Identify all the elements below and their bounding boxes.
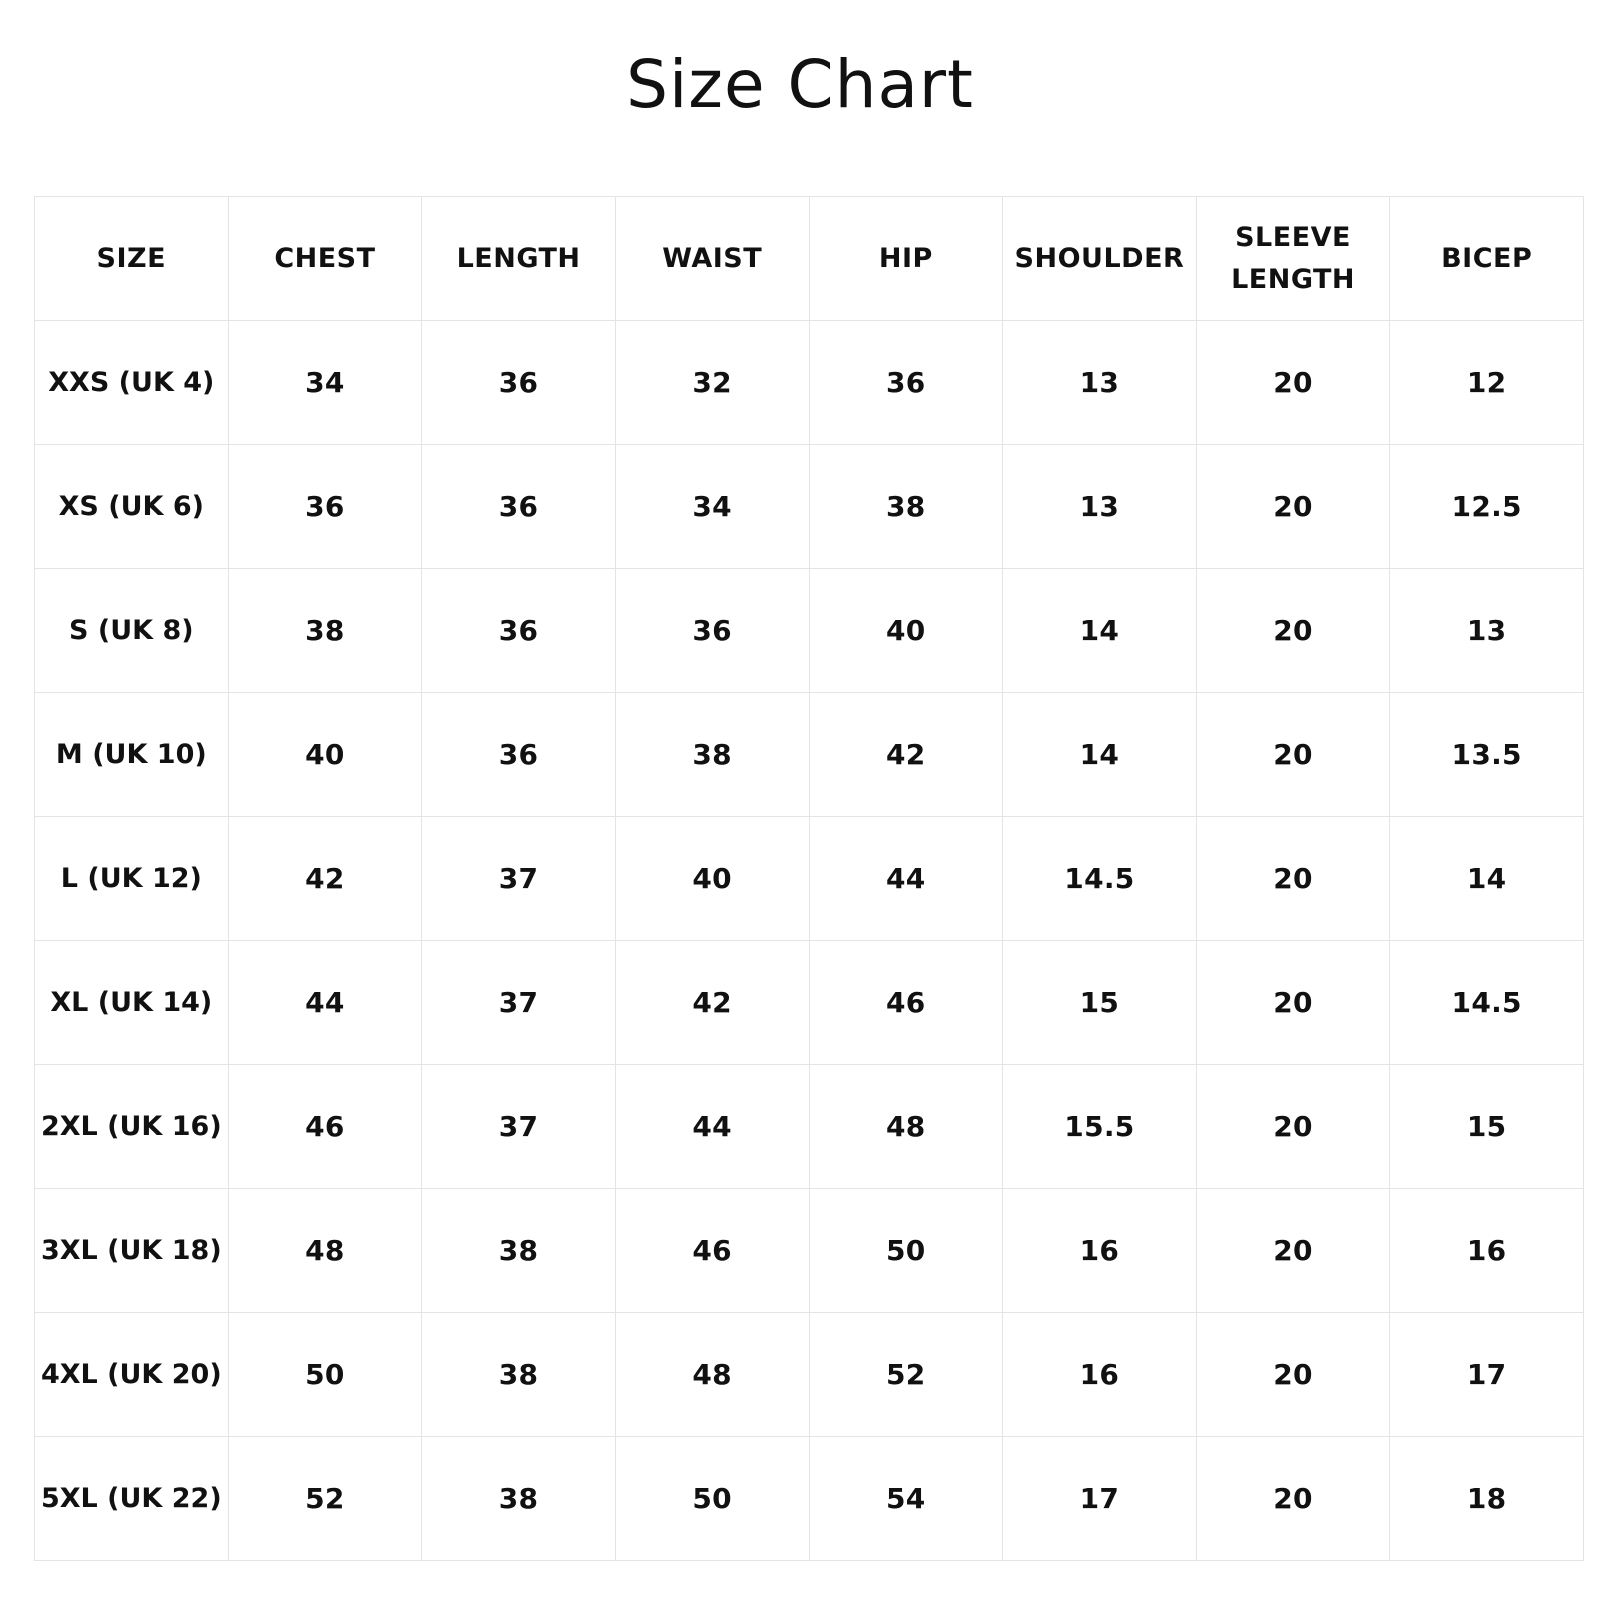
header-sleeve-length: SLEEVE LENGTH — [1196, 197, 1390, 321]
header-length: LENGTH — [422, 197, 616, 321]
table-row — [35, 1313, 1584, 1437]
cell-hip: 38 — [809, 445, 1003, 569]
size-chart-table — [34, 196, 1584, 1561]
cell-bicep: 17 — [1390, 1313, 1584, 1437]
cell-waist: 34 — [615, 445, 809, 569]
cell-shoulder: 13 — [1003, 445, 1197, 569]
cell-size: S (UK 8) — [35, 569, 229, 693]
cell-sleeve-length: 20 — [1196, 693, 1390, 817]
cell-shoulder: 14 — [1003, 693, 1197, 817]
table-row — [35, 321, 1584, 445]
cell-sleeve-length: 20 — [1196, 1065, 1390, 1189]
cell-hip: 52 — [809, 1313, 1003, 1437]
cell-shoulder: 13 — [1003, 321, 1197, 445]
cell-sleeve-length: 20 — [1196, 1437, 1390, 1561]
cell-bicep: 12.5 — [1390, 445, 1584, 569]
header-waist: WAIST — [615, 197, 809, 321]
table-row — [35, 445, 1584, 569]
cell-shoulder: 14 — [1003, 569, 1197, 693]
cell-size: XS (UK 6) — [35, 445, 229, 569]
cell-hip: 40 — [809, 569, 1003, 693]
header-size: SIZE — [35, 197, 229, 321]
cell-size: 4XL (UK 20) — [35, 1313, 229, 1437]
cell-chest: 42 — [228, 817, 422, 941]
cell-waist: 42 — [615, 941, 809, 1065]
cell-length: 38 — [422, 1189, 616, 1313]
cell-bicep: 13.5 — [1390, 693, 1584, 817]
cell-sleeve-length: 20 — [1196, 321, 1390, 445]
table-row — [35, 1065, 1584, 1189]
cell-waist: 38 — [615, 693, 809, 817]
cell-chest: 36 — [228, 445, 422, 569]
table-header-row — [35, 197, 1584, 321]
cell-chest: 38 — [228, 569, 422, 693]
cell-sleeve-length: 20 — [1196, 941, 1390, 1065]
table-row — [35, 1437, 1584, 1561]
cell-size: L (UK 12) — [35, 817, 229, 941]
cell-shoulder: 14.5 — [1003, 817, 1197, 941]
cell-waist: 36 — [615, 569, 809, 693]
cell-chest: 52 — [228, 1437, 422, 1561]
cell-sleeve-length: 20 — [1196, 817, 1390, 941]
header-hip: HIP — [809, 197, 1003, 321]
cell-size: M (UK 10) — [35, 693, 229, 817]
cell-length: 36 — [422, 693, 616, 817]
cell-hip: 46 — [809, 941, 1003, 1065]
cell-size: 3XL (UK 18) — [35, 1189, 229, 1313]
cell-chest: 46 — [228, 1065, 422, 1189]
cell-sleeve-length: 20 — [1196, 1189, 1390, 1313]
table-body — [35, 321, 1584, 1561]
cell-hip: 48 — [809, 1065, 1003, 1189]
cell-size: XXS (UK 4) — [35, 321, 229, 445]
cell-hip: 50 — [809, 1189, 1003, 1313]
cell-waist: 46 — [615, 1189, 809, 1313]
cell-shoulder: 15.5 — [1003, 1065, 1197, 1189]
cell-size: 2XL (UK 16) — [35, 1065, 229, 1189]
cell-bicep: 15 — [1390, 1065, 1584, 1189]
cell-sleeve-length: 20 — [1196, 569, 1390, 693]
cell-length: 36 — [422, 569, 616, 693]
cell-length: 38 — [422, 1313, 616, 1437]
cell-length: 36 — [422, 445, 616, 569]
table-row — [35, 817, 1584, 941]
cell-size: 5XL (UK 22) — [35, 1437, 229, 1561]
cell-bicep: 12 — [1390, 321, 1584, 445]
cell-waist: 44 — [615, 1065, 809, 1189]
header-bicep: BICEP — [1390, 197, 1584, 321]
cell-waist: 40 — [615, 817, 809, 941]
cell-length: 37 — [422, 941, 616, 1065]
cell-waist: 50 — [615, 1437, 809, 1561]
cell-bicep: 16 — [1390, 1189, 1584, 1313]
cell-shoulder: 16 — [1003, 1313, 1197, 1437]
cell-shoulder: 17 — [1003, 1437, 1197, 1561]
cell-waist: 48 — [615, 1313, 809, 1437]
table-row — [35, 693, 1584, 817]
cell-hip: 42 — [809, 693, 1003, 817]
cell-sleeve-length: 20 — [1196, 445, 1390, 569]
cell-waist: 32 — [615, 321, 809, 445]
cell-length: 37 — [422, 817, 616, 941]
cell-bicep: 18 — [1390, 1437, 1584, 1561]
table-row — [35, 569, 1584, 693]
cell-chest: 50 — [228, 1313, 422, 1437]
cell-chest: 40 — [228, 693, 422, 817]
table-row — [35, 941, 1584, 1065]
cell-length: 37 — [422, 1065, 616, 1189]
cell-hip: 36 — [809, 321, 1003, 445]
cell-chest: 48 — [228, 1189, 422, 1313]
cell-sleeve-length: 20 — [1196, 1313, 1390, 1437]
cell-chest: 34 — [228, 321, 422, 445]
cell-shoulder: 16 — [1003, 1189, 1197, 1313]
header-chest: CHEST — [228, 197, 422, 321]
cell-size: XL (UK 14) — [35, 941, 229, 1065]
cell-hip: 44 — [809, 817, 1003, 941]
cell-chest: 44 — [228, 941, 422, 1065]
cell-bicep: 13 — [1390, 569, 1584, 693]
cell-length: 36 — [422, 321, 616, 445]
page-title: Size Chart — [626, 46, 974, 123]
header-shoulder: SHOULDER — [1003, 197, 1197, 321]
cell-length: 38 — [422, 1437, 616, 1561]
cell-bicep: 14.5 — [1390, 941, 1584, 1065]
cell-shoulder: 15 — [1003, 941, 1197, 1065]
cell-bicep: 14 — [1390, 817, 1584, 941]
cell-hip: 54 — [809, 1437, 1003, 1561]
table-row — [35, 1189, 1584, 1313]
